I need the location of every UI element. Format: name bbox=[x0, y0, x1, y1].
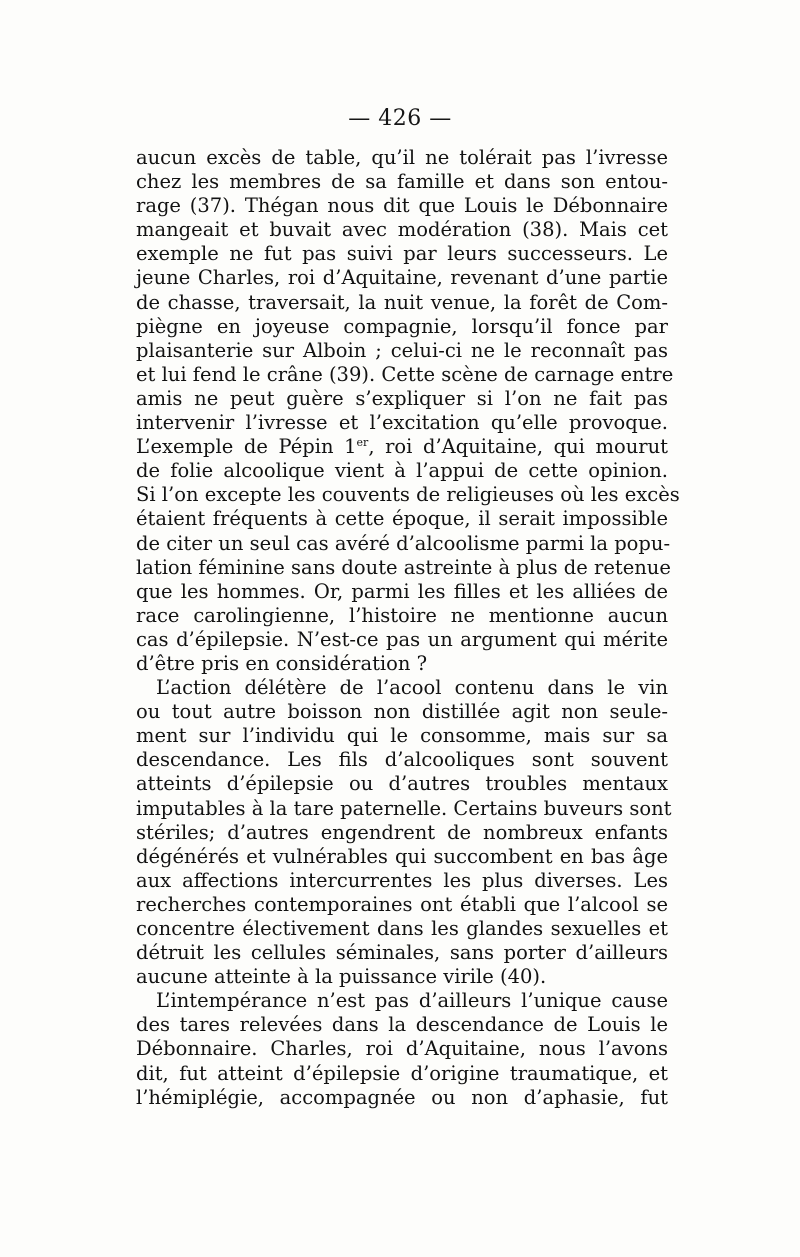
page-number: — 426 — bbox=[348, 106, 452, 131]
text-line: dit, fut atteint d’épilepsie d’origine traumatique, et bbox=[136, 1061, 668, 1085]
text-line: étaient fréquents à cette époque, il serait impossible bbox=[136, 507, 668, 531]
text-line: plaisanterie sur Alboin ; celui-ci ne le reconnaît pas bbox=[136, 338, 668, 362]
text-line: aucun excès de table, qu’il ne tolérait pas l’ivresse bbox=[136, 146, 668, 169]
text-line: aucune atteinte à la puissance virile (40). bbox=[136, 965, 547, 989]
text-line: de chasse, traversait, la nuit venue, la forêt de Com- bbox=[136, 290, 668, 314]
text-line: et lui fend le crâne (39). Cette scène de carnage entre bbox=[136, 362, 674, 386]
text-line: ment sur l’individu qui le consomme, mais sur sa bbox=[136, 724, 668, 748]
text-line: détruit les cellules séminales, sans porter d’ailleurs bbox=[136, 941, 668, 965]
text-line: imputables à la tare paternelle. Certains buveurs sont bbox=[136, 796, 672, 820]
text-line: concentre électivement dans les glandes sexuelles et bbox=[136, 917, 668, 940]
text-line: L’action délétère de l’acool contenu dans le vin bbox=[156, 676, 668, 700]
text-line: des tares relevées dans la descendance de Louis le bbox=[136, 1013, 668, 1037]
text-line: Débonnaire. Charles, roi d’Aquitaine, nous l’avons bbox=[136, 1037, 668, 1061]
text-line: intervenir l’ivresse et l’excitation qu’elle provoque. bbox=[136, 411, 668, 435]
text-line: piègne en joyeuse compagnie, lorsqu’il fonce par bbox=[136, 314, 668, 338]
text-line: L’exemple de Pépin 1er, roi d’Aquitaine, qui mourut bbox=[136, 435, 668, 459]
text-line: mangeait et buvait avec modération (38). Mais cet bbox=[136, 218, 668, 242]
text-line: dégénérés et vulnérables qui succombent en bas âge bbox=[136, 844, 668, 868]
text-line: atteints d’épilepsie ou d’autres troubles mentaux bbox=[136, 772, 668, 796]
text-line: de citer un seul cas avéré d’alcoolisme parmi la popu- bbox=[136, 531, 671, 555]
text-line: aux affections intercurrentes les plus diverses. Les bbox=[136, 868, 668, 892]
text-line: exemple ne fut pas suivi par leurs successeurs. Le bbox=[136, 242, 668, 266]
body-text bbox=[136, 146, 680, 1110]
text-line: d’être pris en considération ? bbox=[136, 651, 428, 675]
text-line: rage (37). Thégan nous dit que Louis le Débonnaire bbox=[136, 194, 668, 218]
text-line: L’intempérance n’est pas d’ailleurs l’unique cause bbox=[156, 989, 668, 1013]
text-line: l’hémiplégie, accompagnée ou non d’aphasie, fut bbox=[136, 1085, 668, 1109]
text-line: ou tout autre boisson non distillée agit non seule- bbox=[136, 700, 668, 724]
text-line: stériles; d’autres engendrent de nombreux enfants bbox=[136, 820, 668, 844]
text-line: race carolingienne, l’histoire ne mentionne aucun bbox=[136, 603, 668, 627]
text-line: Si l’on excepte les couvents de religieuses où les excès bbox=[136, 483, 680, 507]
text-line: amis ne peut guère s’expliquer si l’on ne fait pas bbox=[136, 386, 668, 410]
text-line: que les hommes. Or, parmi les filles et les alliées de bbox=[136, 579, 668, 603]
text-line: chez les membres de sa famille et dans son entou- bbox=[136, 170, 668, 194]
text-line: descendance. Les fils d’alcooliques sont souvent bbox=[136, 748, 668, 772]
text-line: recherches contemporaines ont établi que l’alcool se bbox=[136, 892, 668, 916]
text-line: lation féminine sans doute astreinte à plus de retenue bbox=[136, 555, 671, 579]
text-line: de folie alcoolique vient à l’appui de cette opinion. bbox=[136, 459, 668, 483]
text-line: cas d’épilepsie. N’est-ce pas un argument qui mérite bbox=[136, 627, 668, 651]
text-line: jeune Charles, roi d’Aquitaine, revenant d’une partie bbox=[136, 266, 668, 290]
